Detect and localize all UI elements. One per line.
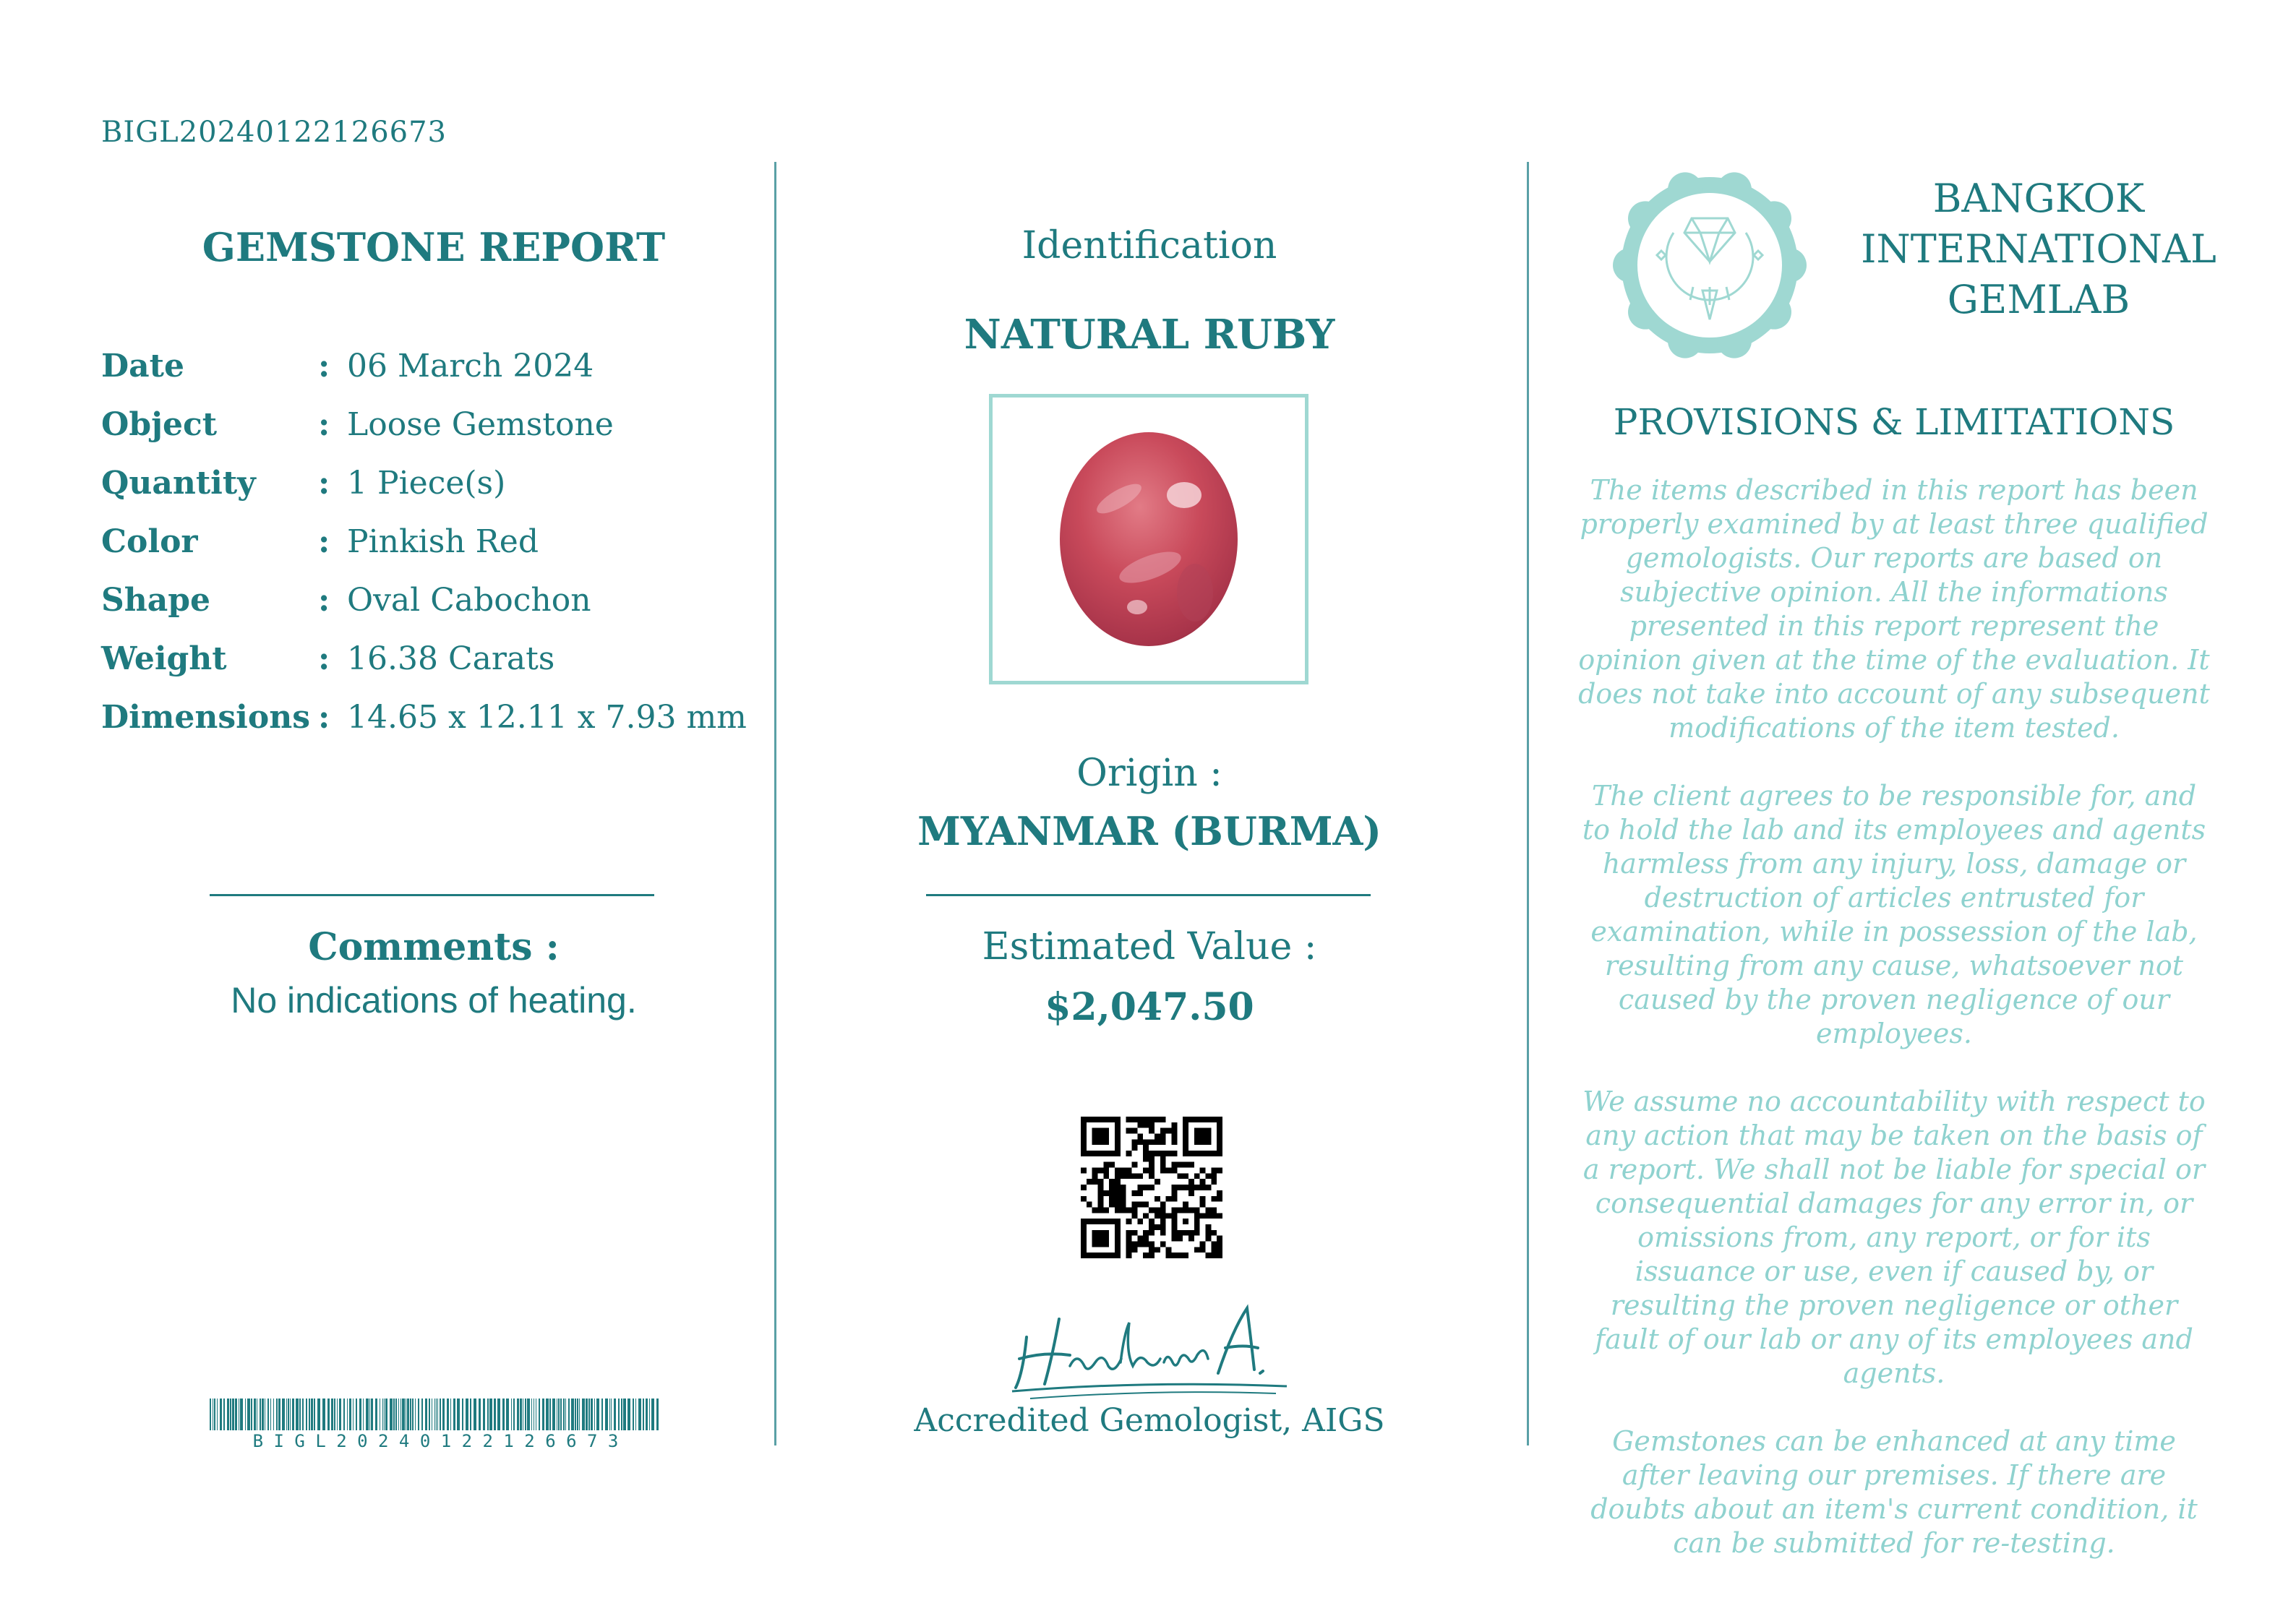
gem-photo-frame — [989, 394, 1308, 684]
identification-value: NATURAL RUBY — [964, 311, 1335, 358]
detail-row — [101, 461, 505, 504]
detail-colon: : — [318, 698, 330, 736]
comments-divider — [210, 894, 654, 896]
value-divider — [926, 894, 1371, 896]
barcode-icon — [210, 1399, 661, 1430]
detail-label: Dimensions — [101, 698, 311, 736]
gem-crescent-seal-icon — [1612, 168, 1807, 363]
origin-value: MYANMAR (BURMA) — [917, 808, 1382, 854]
detail-colon: : — [318, 640, 330, 677]
detail-value: 06 March 2024 — [347, 347, 594, 384]
detail-row — [101, 695, 747, 739]
signature-image — [1001, 1294, 1290, 1402]
provisions-title: PROVISIONS & LIMITATIONS — [1613, 401, 2175, 443]
provisions-paragraph: Gemstones can be enhanced at any time after leaving our premises. If there are doubts about an item's current condition, it can be submitted for re-testing. — [1590, 1425, 2198, 1559]
detail-label: Object — [101, 405, 218, 443]
detail-colon: : — [318, 405, 330, 443]
lab-name-line-3: GEMLAB — [1947, 277, 2130, 322]
column-divider-right — [1527, 162, 1529, 1445]
detail-label: Quantity — [101, 464, 256, 502]
detail-colon: : — [318, 347, 330, 384]
provisions-text — [1576, 473, 2212, 1594]
detail-row — [101, 520, 539, 563]
barcode-text: B I G L 2 0 2 4 0 1 2 2 1 2 6 6 7 3 — [252, 1431, 619, 1451]
detail-value: 16.38 Carats — [347, 640, 555, 677]
origin-label: Origin : — [1076, 752, 1222, 795]
identification-label: Identification — [1021, 224, 1277, 267]
detail-value: Loose Gemstone — [347, 405, 614, 443]
estimated-value-amount: $2,047.50 — [1045, 985, 1254, 1029]
detail-row — [101, 403, 614, 446]
detail-row — [101, 344, 594, 387]
estimated-value-label: Estimated Value : — [982, 925, 1317, 968]
lab-name — [1851, 173, 2227, 325]
lab-name-line-2: INTERNATIONAL — [1861, 226, 2216, 272]
report-id: BIGL20240122126673 — [101, 116, 447, 149]
detail-label: Shape — [101, 581, 211, 619]
signer-title: Accredited Gemologist, AIGS — [914, 1402, 1385, 1439]
provisions-paragraph: The items described in this report has been properly examined by at least three qualified gemologists. Our reports are based on subjective opinion. All the informations presented in this report represent the opinion given at the time of the evaluation. It does not take into account of any subsequent modifications of the item tested. — [1578, 474, 2210, 744]
detail-row — [101, 578, 591, 622]
detail-label: Weight — [101, 640, 227, 677]
detail-colon: : — [318, 581, 330, 619]
ruby-cabochon-image — [993, 398, 1305, 681]
detail-colon: : — [318, 464, 330, 502]
comments-text: No indications of heating. — [231, 980, 637, 1021]
provisions-paragraph: The client agrees to be responsible for, and to hold the lab and its employees and agents harmless from any injury, loss, damage or destruction of articles entrusted for examination, while in possession of the lab, resulting from any cause, whatsoever not caused by the proven negligence of our employees. — [1582, 780, 2206, 1049]
detail-row — [101, 637, 554, 680]
detail-value: 14.65 x 12.11 x 7.93 mm — [347, 698, 747, 736]
provisions-paragraph: We assume no accountability with respect to any action that may be taken on the basis of a report. We shall not be liable for special or consequential damages for any error in, or omissions from, any report, or for its issuance or use, even if caused by, or resulting the proven negligence or other fault of our lab or any of its employees and agents. — [1582, 1086, 2206, 1389]
detail-label: Date — [101, 347, 184, 384]
detail-value: Oval Cabochon — [347, 581, 591, 619]
detail-value: Pinkish Red — [347, 523, 539, 560]
comments-label: Comments : — [308, 925, 560, 969]
detail-colon: : — [318, 523, 330, 560]
detail-value: 1 Piece(s) — [347, 464, 506, 502]
detail-label: Color — [101, 523, 198, 560]
report-title: GEMSTONE REPORT — [202, 224, 666, 270]
column-divider-left — [774, 162, 776, 1445]
lab-name-line-1: BANGKOK — [1932, 176, 2145, 221]
qr-code-icon — [1081, 1117, 1222, 1258]
